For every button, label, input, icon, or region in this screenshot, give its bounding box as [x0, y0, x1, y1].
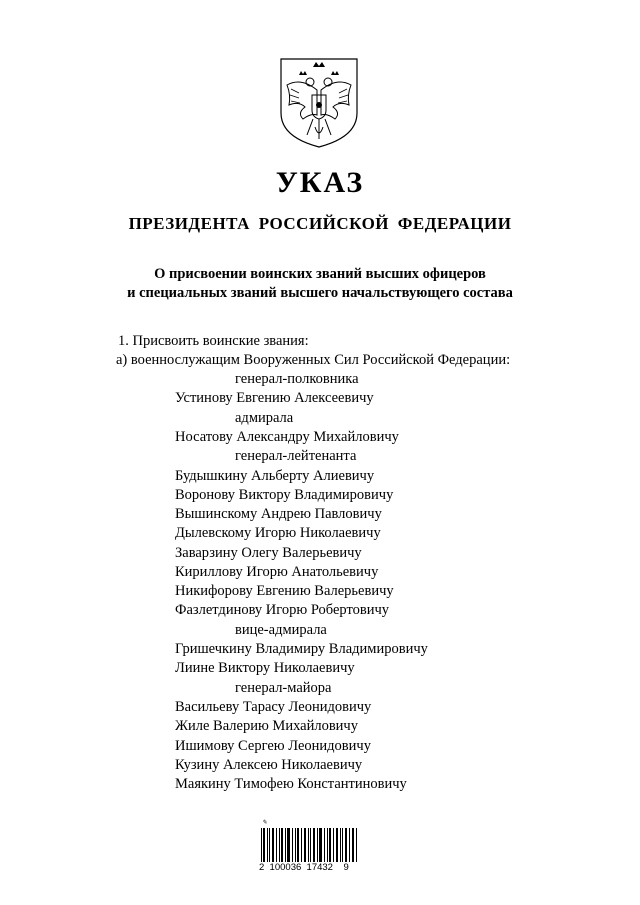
person-name: Маякину Тимофею Константиновичу: [175, 776, 407, 792]
coat-of-arms-icon: [277, 55, 361, 150]
decree-heading-line-2: и специальных званий высшего начальствующего состава: [127, 285, 513, 301]
rank-heading: генерал-полковника: [235, 371, 359, 387]
person-name: Кузину Алексею Николаевичу: [175, 757, 363, 773]
person-name: Носатову Александру Михайловичу: [175, 429, 399, 445]
person-name: Дылевскому Игорю Николаевичу: [175, 525, 381, 541]
person-name: Лиине Виктору Николаевичу: [175, 660, 355, 676]
rank-heading: генерал-лейтенанта: [235, 448, 357, 464]
barcode: [259, 822, 359, 862]
person-name: Кириллову Игорю Анатольевичу: [175, 564, 379, 580]
person-name: Гришечкину Владимиру Владимировичу: [175, 641, 428, 657]
decree-heading: [0, 265, 640, 303]
person-name: Васильеву Тарасу Леонидовичу: [175, 699, 372, 715]
item-a: а) военнослужащим Вооруженных Сил Российской Федерации:: [116, 352, 511, 368]
person-name: Заварзину Олегу Валерьевичу: [175, 545, 362, 561]
document-subtitle: ПРЕЗИДЕНТА РОССИЙСКОЙ ФЕДЕРАЦИИ: [128, 214, 512, 233]
person-name: Жиле Валерию Михайловичу: [175, 718, 358, 734]
barcode-number: 2 100036 17432 9: [259, 862, 349, 873]
decree-heading-line-1: О присвоении воинских званий высших офицеров: [154, 266, 486, 282]
person-name: Воронову Виктору Владимировичу: [175, 487, 394, 503]
person-name: Устинову Евгению Алексеевичу: [175, 390, 374, 406]
person-name: Никифорову Евгению Валерьевичу: [175, 583, 394, 599]
person-name: Ишимову Сергею Леонидовичу: [175, 738, 371, 754]
printer-logo-icon: ✎: [262, 820, 268, 826]
person-name: Будышкину Альберту Алиевичу: [175, 468, 375, 484]
rank-heading: вице-адмирала: [235, 622, 327, 638]
rank-heading: генерал-майора: [235, 680, 332, 696]
item-1: 1. Присвоить воинские звания:: [118, 333, 309, 349]
person-name: Вышинскому Андрею Павловичу: [175, 506, 382, 522]
document-title: УКАЗ: [275, 166, 365, 199]
person-name: Фазлетдинову Игорю Робертовичу: [175, 602, 390, 618]
rank-heading: адмирала: [235, 410, 294, 426]
